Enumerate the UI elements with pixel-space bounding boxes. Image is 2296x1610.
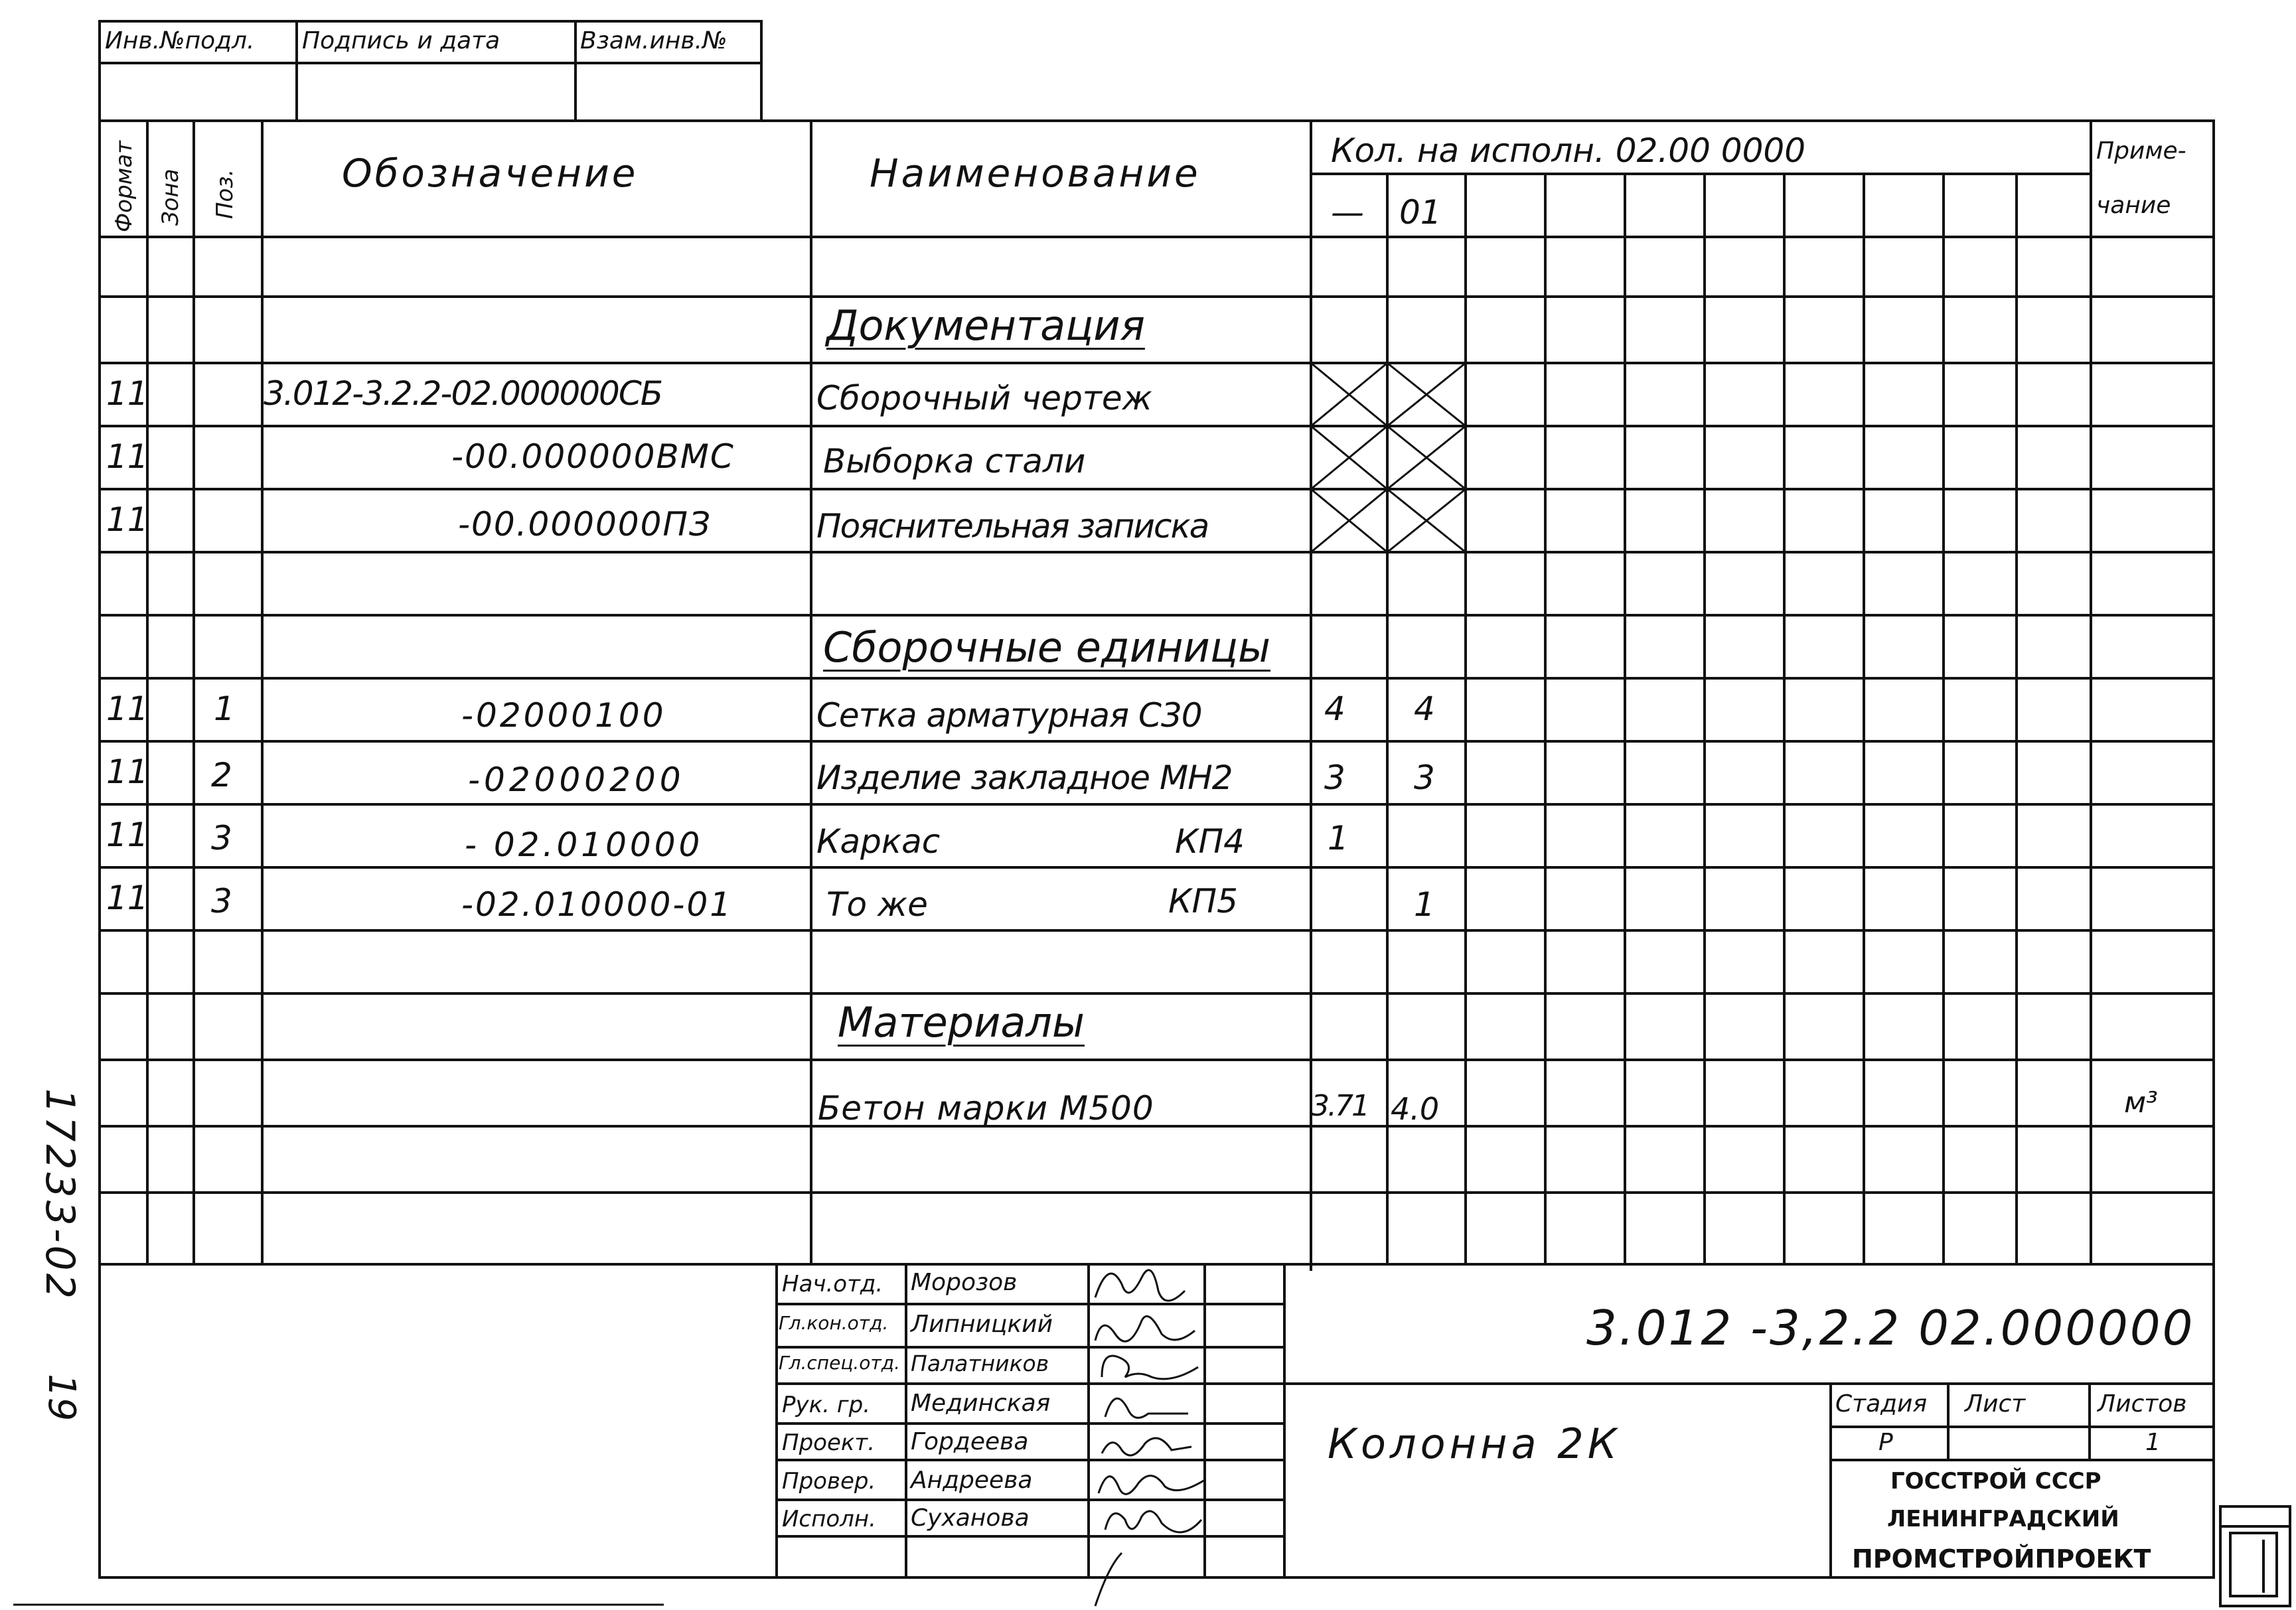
tb-role: Проект. [782, 1429, 876, 1456]
row-designation: 3.012-3.2.2-02.000000СБ [264, 374, 662, 413]
row-qty-dash: 3 [1324, 759, 1345, 797]
row-qty-01: 4.0 [1391, 1091, 1440, 1127]
header-name: Наименование [870, 151, 1201, 196]
row-qty-dash: 1 [1328, 819, 1349, 857]
row-pos: 3 [211, 819, 232, 857]
signature-morozov [1095, 1270, 1185, 1301]
margin-page: 19 [40, 1374, 83, 1422]
row-name: Пояснительная записка [816, 507, 1209, 546]
row-format: 11 [106, 753, 149, 791]
row-qty-01: 3 [1414, 759, 1435, 797]
section-materials: Материалы [838, 998, 1085, 1047]
tb-person: Липницкий [911, 1311, 1053, 1338]
sheets-label: Листов [2098, 1390, 2187, 1418]
row-designation: -02.010000-01 [461, 885, 733, 924]
row-designation: - 02.010000 [465, 826, 704, 864]
tb-person: Андреева [911, 1467, 1033, 1494]
row-name: Сетка арматурная С30 [816, 696, 1202, 735]
tb-person: Гордеева [911, 1428, 1029, 1455]
stage-label: Стадия [1835, 1390, 1928, 1418]
stamp-inv-no-label: Инв.№подл. [105, 27, 255, 54]
signature-lipnitsky [1095, 1316, 1195, 1341]
header-pos: Поз. [212, 169, 238, 219]
row-format: 11 [106, 690, 149, 728]
tb-role: Гл.спец.отд. [779, 1352, 900, 1374]
org-line-2: ЛЕНИНГРАДСКИЙ [1887, 1506, 2119, 1532]
row-qty-dash: 4 [1324, 690, 1345, 728]
header-zone: Зона [157, 169, 184, 226]
tb-role: Исполн. [782, 1506, 876, 1532]
tb-role: Гл.кон.отд. [779, 1312, 889, 1334]
signature-andreeva [1099, 1476, 1205, 1495]
row-pos: 1 [214, 690, 235, 728]
row-format: 11 [106, 500, 149, 539]
row-designation: -02000200 [468, 761, 685, 799]
row-name-suffix: КП5 [1168, 882, 1238, 920]
stamp-replace-inv-label: Взам.инв.№ [580, 27, 727, 54]
section-documentation: Документация [826, 301, 1145, 350]
tb-role: Нач.отд. [782, 1271, 883, 1297]
signature-sukhanova [1095, 1511, 1201, 1606]
row-format: 11 [106, 879, 149, 917]
stamp-signature-date-label: Подпись и дата [302, 27, 500, 54]
header-designation: Обозначение [342, 151, 639, 196]
signature-palatnikov [1102, 1356, 1198, 1379]
row-designation: -00.000000ВМС [451, 437, 735, 476]
doc-title: Колонна 2К [1328, 1420, 1621, 1468]
signature-gordeeva [1102, 1438, 1191, 1455]
tb-person: Мединская [911, 1390, 1051, 1417]
tb-person: Суханова [911, 1504, 1030, 1532]
org-line-1: ГОССТРОЙ СССР [1890, 1468, 2102, 1495]
row-qty-01: 1 [1414, 885, 1435, 924]
row-name-suffix: КП4 [1175, 822, 1245, 861]
row-name: Выборка стали [823, 442, 1086, 480]
row-designation: -00.000000ПЗ [458, 505, 712, 544]
row-pos: 2 [211, 756, 232, 794]
row-name: Изделие закладное МН2 [816, 759, 1233, 797]
header-qty-01: 01 [1399, 193, 1442, 232]
row-qty-01: 4 [1414, 690, 1435, 728]
section-assemblies: Сборочные единицы [823, 623, 1271, 672]
row-name: Сборочный чертеж [816, 379, 1152, 417]
stage-value: Р [1878, 1429, 1893, 1456]
row-format: 11 [106, 816, 149, 854]
margin-number: 17233-02 [37, 1088, 83, 1301]
row-format: 11 [106, 374, 149, 413]
sheet-label: Лист [1965, 1390, 2026, 1418]
row-pos: 3 [211, 882, 232, 920]
row-name: Бетон марки М500 [818, 1089, 1154, 1128]
tb-person: Морозов [911, 1269, 1018, 1296]
header-note-line1: Приме- [2096, 137, 2186, 165]
header-qty-title: Кол. на исполн. 02.00 0000 [1331, 131, 1806, 170]
org-line-3: ПРОМСТРОЙПРОЕКТ [1852, 1544, 2151, 1573]
table-grid [13, 21, 2290, 1606]
header-note-line2: чание [2096, 192, 2171, 219]
doc-number: 3.012 -3,2.2 02.000000 [1586, 1300, 2195, 1356]
row-name: То же [826, 885, 928, 924]
row-name: Каркас [816, 822, 941, 861]
tb-person: Палатников [911, 1351, 1049, 1376]
row-note: м³ [2124, 1086, 2158, 1120]
tb-role: Провер. [782, 1468, 876, 1495]
tb-role: Рук. гр. [782, 1392, 871, 1418]
signature-medinskaya [1105, 1398, 1188, 1418]
header-format: Формат [111, 141, 137, 232]
sheets-value: 1 [2145, 1429, 2161, 1456]
row-designation: -02000100 [461, 696, 666, 735]
signatures [1095, 1270, 1205, 1606]
header-qty-dash: — [1331, 193, 1364, 232]
row-qty-dash: 3.71 [1311, 1089, 1368, 1123]
row-format: 11 [106, 437, 149, 476]
